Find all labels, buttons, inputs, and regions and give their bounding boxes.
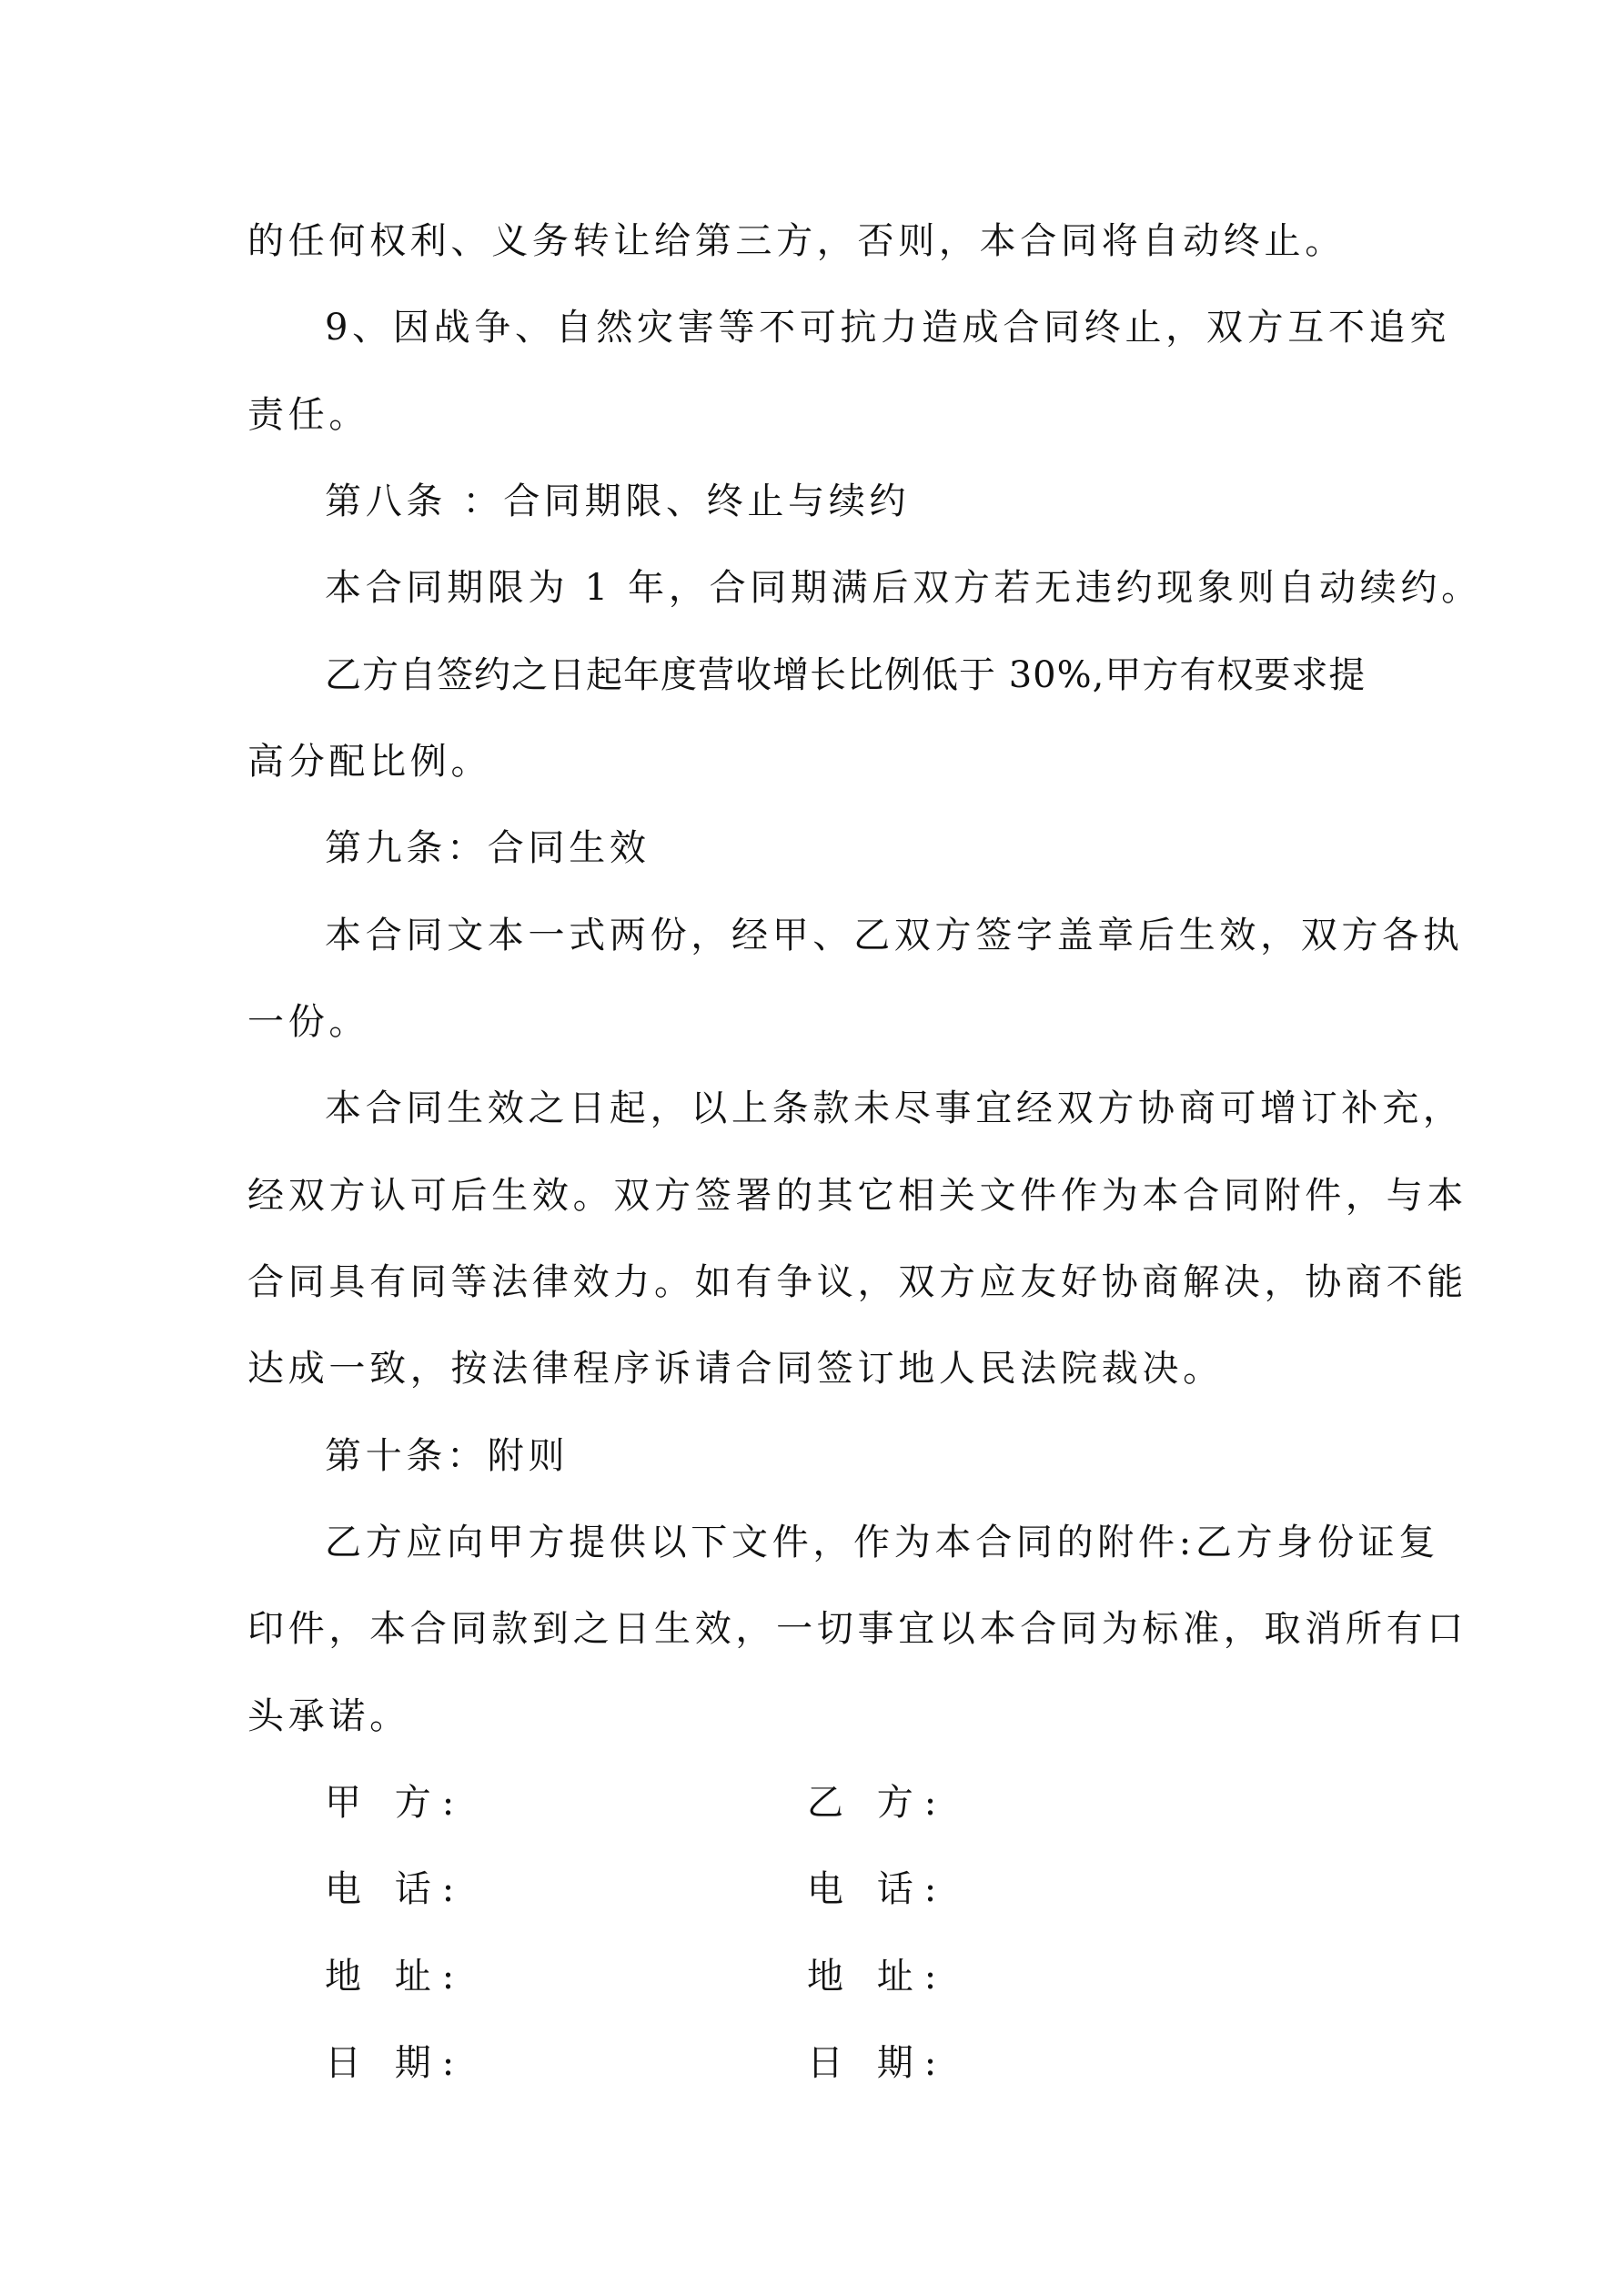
paragraph-line: 一份。 (247, 1001, 370, 1043)
phone-b-label: 电 话: (807, 1868, 948, 1910)
paragraph-line: 印件，本合同款到之日生效，一切事宜以本合同为标准，取消所有口 (247, 1608, 1468, 1650)
paragraph-line: 经双方认可后生效。双方签署的其它相关文件作为本合同附件，与本 (247, 1175, 1468, 1217)
paragraph-line: 9、因战争、自然灾害等不可抗力造成合同终止，双方互不追究 (325, 307, 1451, 349)
paragraph-line: 本合同生效之日起，以上条款未尽事宜经双方协商可增订补充， (325, 1087, 1464, 1129)
paragraph-line: 高分配比例。 (247, 741, 492, 783)
section-heading: 第八条 ：合同期限、终止与续约 (325, 480, 911, 522)
date-b-label: 日 期: (807, 2042, 948, 2084)
paragraph-line: 乙方应向甲方提供以下文件，作为本合同的附件:乙方身份证复 (325, 1522, 1440, 1563)
phone-a-label: 电 话: (325, 1868, 466, 1910)
paragraph-line: 头承诺。 (247, 1695, 410, 1737)
date-a-label: 日 期: (325, 2042, 466, 2084)
paragraph-line: 本合同文本一式两份，经甲、乙双方签字盖章后生效，双方各执 (325, 915, 1464, 956)
paragraph-line: 责任。 (247, 394, 370, 436)
address-a-label: 地 址: (325, 1956, 466, 1998)
party-a-label: 甲 方: (325, 1782, 466, 1824)
section-heading: 第九条：合同生效 (325, 827, 651, 869)
paragraph-line: 乙方自签约之日起年度营收增长比例低于 30%,甲方有权要求提 (325, 654, 1367, 696)
paragraph-line: 本合同期限为 1 年，合同期满后双方若无违约现象则自动续约。 (325, 567, 1482, 609)
party-b-label: 乙 方: (807, 1782, 948, 1824)
paragraph-line: 的任何权利、义务转让给第三方，否则，本合同将自动终止。 (247, 220, 1346, 262)
paragraph-line: 合同具有同等法律效力。如有争议，双方应友好协商解决，协商不能 (247, 1261, 1468, 1303)
address-b-label: 地 址: (807, 1956, 948, 1998)
section-heading: 第十条：附则 (325, 1435, 570, 1477)
paragraph-line: 达成一致，按法律程序诉请合同签订地人民法院裁决。 (247, 1348, 1224, 1390)
